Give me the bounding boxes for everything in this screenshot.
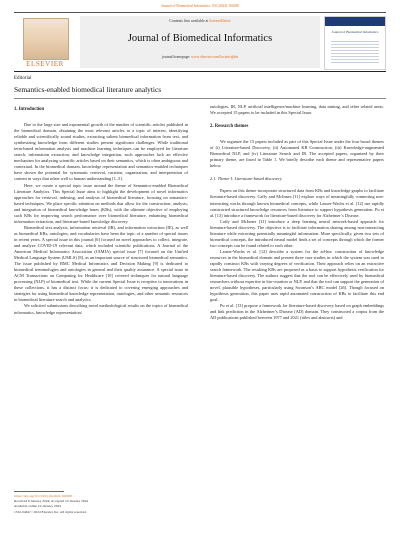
footer-divider [14, 491, 64, 492]
journal-info-box [80, 16, 320, 68]
article-dates: Received 8 January 2024; Accepted 10 January 2024 [14, 499, 89, 504]
section-heading-introduction: 1. Introduction [14, 107, 45, 112]
left-column [14, 104, 188, 316]
journal-homepage-link[interactable]: www.elsevier.com/locate/yjbin [191, 55, 239, 59]
copyright-notice: 1532-0464/© 2024 Elsevier Inc. All rights reserved. [14, 509, 87, 514]
paragraph: Papers on this theme incorporate structured data from KBs and knowledge graphs to facilitate literature-based discovery. Caffy and McInnes [11] explore ways of meaningfully connecting non-interacting works through known biomedical concepts, while Lauser-Wachs et al. [12] use rapidly constructed structured knowledge resources from literature to support hypothesis generation. Pu et al. [13] introduce a framework for literature-based discovery for Alzheimer’s Disease. [210, 188, 384, 218]
publisher-name: ELSEVIER [26, 60, 64, 68]
contents-line: Contents lists available at ScienceDirect [169, 19, 231, 23]
masthead [14, 12, 386, 72]
paragraph: Due to the large size and exponential growth of the number of scientific articles published in the biomedical domain, obtaining the most relevant articles to a topic of interest, identifying reliable and scientifically sound studies, extracting salient biomedical information from text, and synthesizing knowledge from different studies present significant challenges. While traditional term-based information analysis and machine learning techniques can be employed for literature search, information extraction, and knowledge integration, such approaches lack an effective mechanism for analyzing scientific articles based on their semantics, which is often ambiguous and contextual. In the biomedical domain, knowledge representation and semantics-enabled techniques have shown the potential for systematic retrieval, curation, organization, and interpretation of content in ways that relate well to human understanding [1–5]. [14, 122, 188, 182]
title-divider [14, 98, 386, 99]
online-date: Available online 19 January 2024 [14, 504, 61, 509]
homepage-line: journal homepage: www.elsevier.com/locate/yjbin [161, 55, 239, 59]
publisher-logo [14, 16, 76, 69]
article-footer [14, 494, 194, 515]
paragraph: Lauser-Wachs et al. [12] describe a system for the ad-hoc construction of knowledge resources in the biomedical domain and present three case studies in which the system was used to rapidly construct KBs with varying degrees of verification. Their approach relies on an extractive search framework. The resulting KBs are proposed as a basis to support hypothesis verification for literature-based discovery. The authors suggest that the tool can be effectively used by biomedical researchers without expertise in bio-curation or NLP, and that the tool can support the generation of novel, plausible hypotheses, particularly using Swanson’s ABC model [26]. Though focused on hypothesis generation, this paper uses rapid automated construction of KBs to facilitate this end goal. [210, 248, 384, 303]
cover-band [325, 17, 385, 26]
paragraph: ontologies, IR, NLP, artificial intelligence/machine learning, data mining, and other related areas. We accepted 15 papers to be included in this Special Issue. [210, 104, 384, 116]
subsection-heading-theme-1: 2.1. Theme I: Literature-based discovery [210, 176, 282, 182]
paragraph: Pu et al. [13] propose a framework for literature-based discovery based on graph embeddings and link prediction in the Alzheimer’s Disease (AD) domain. They constructed a corpus from the AD publications published between 1977 and 2021 (titles and abstracts) and [210, 303, 384, 321]
paragraph: Biomedical text analysis, information retrieval (IR), and information extraction (IE), as well as biomedical KBs, ontologies, and vocabularies have been the topic of a number of special issues in recent years. A special issue in this journal [6] focused on novel approaches to collect, integrate, and analyze COVID-19 relevant data, which included scientific publications. A Journal of the American Medical Informatics Association (JAMIA) special issue [7] focused on the Unified Medical Language System (UMLS) [8], as an important source of structured biomedical semantics. The issue published by BMC Medical Informatics and Decision Making [9] is dedicated to biomedical terminologies and ontologies in general and their quality assurance. A special issue in ACM Transactions on Computing for Healthcare [10] covered techniques for natural language processing (NLP) of biomedical text. While the current Special Issue is receptive to innovations in these collections, it has a distinct focus: it is dedicated to covering emerging approaches and strategies for using biomedical knowledge representation, ontologies, and other semantic resources in biomedical literature search and analytics. [14, 224, 188, 303]
elsevier-tree-icon [23, 18, 69, 60]
paragraph: Caffy and McInnes [11] introduce a deep learning neural network-based approach for literature-based discovery. The objective is to facilitate information sharing among non-interacting literature while extracting potentially meaningful information. More specifically, given two sets of biomedical concepts, the introduced neural model finds a set of concepts through which the former two concepts can be found related to each other. [210, 218, 384, 248]
article-title: Semantics-enabled biomedical literature analytics [14, 85, 162, 94]
paragraph: We organize the 15 papers included as part of this Special Issue under the four broad themes of (i) Literature-based Discovery, (ii) Automated KB Construction, (iii) Knowledge-augmented Biomedical NLP, and (iv) Literature Search and IR. The accepted papers, organized by their primary theme, are listed in Table 1. We briefly describe each theme and representative papers below. [210, 139, 384, 169]
paragraph: Here, we curate a special topic issue around the theme of Semantics-enabled Biomedical Literature Analytics. This Special Issue aims to highlight the development of novel informatics approaches for retrieval, indexing, and analysis of biomedical literature, focusing on semantics-based techniques. We place specific attention on methods that allow for the construction, analysis, and integration of biomedical knowledge bases (KBs), with the ultimate objective of employing such KBs for improving search performance over biomedical literature, enhancing biomedical information extraction, and literature-based knowledge discovery. [14, 182, 188, 224]
journal-title: Journal of Biomedical Informatics [127, 33, 273, 44]
journal-cover-thumbnail [324, 16, 386, 70]
article-type: Editorial [14, 76, 32, 81]
cover-decoration [331, 41, 379, 63]
doi-link[interactable]: https://doi.org/10.1016/j.jbi.2024.104588 [14, 494, 72, 498]
paragraph: We solicited submissions describing novel methodological results on the topics of biomedical informatics, knowledge representation/ [14, 303, 188, 315]
section-heading-research-themes: 2. Research themes [210, 124, 249, 130]
journal-reference[interactable]: Journal of Biomedical Informatics 150 (2024) 104588 [161, 4, 239, 8]
sciencedirect-link[interactable]: ScienceDirect [209, 19, 231, 23]
cover-title: Journal of Biomedical Informatics [331, 30, 379, 34]
right-column [210, 104, 384, 321]
